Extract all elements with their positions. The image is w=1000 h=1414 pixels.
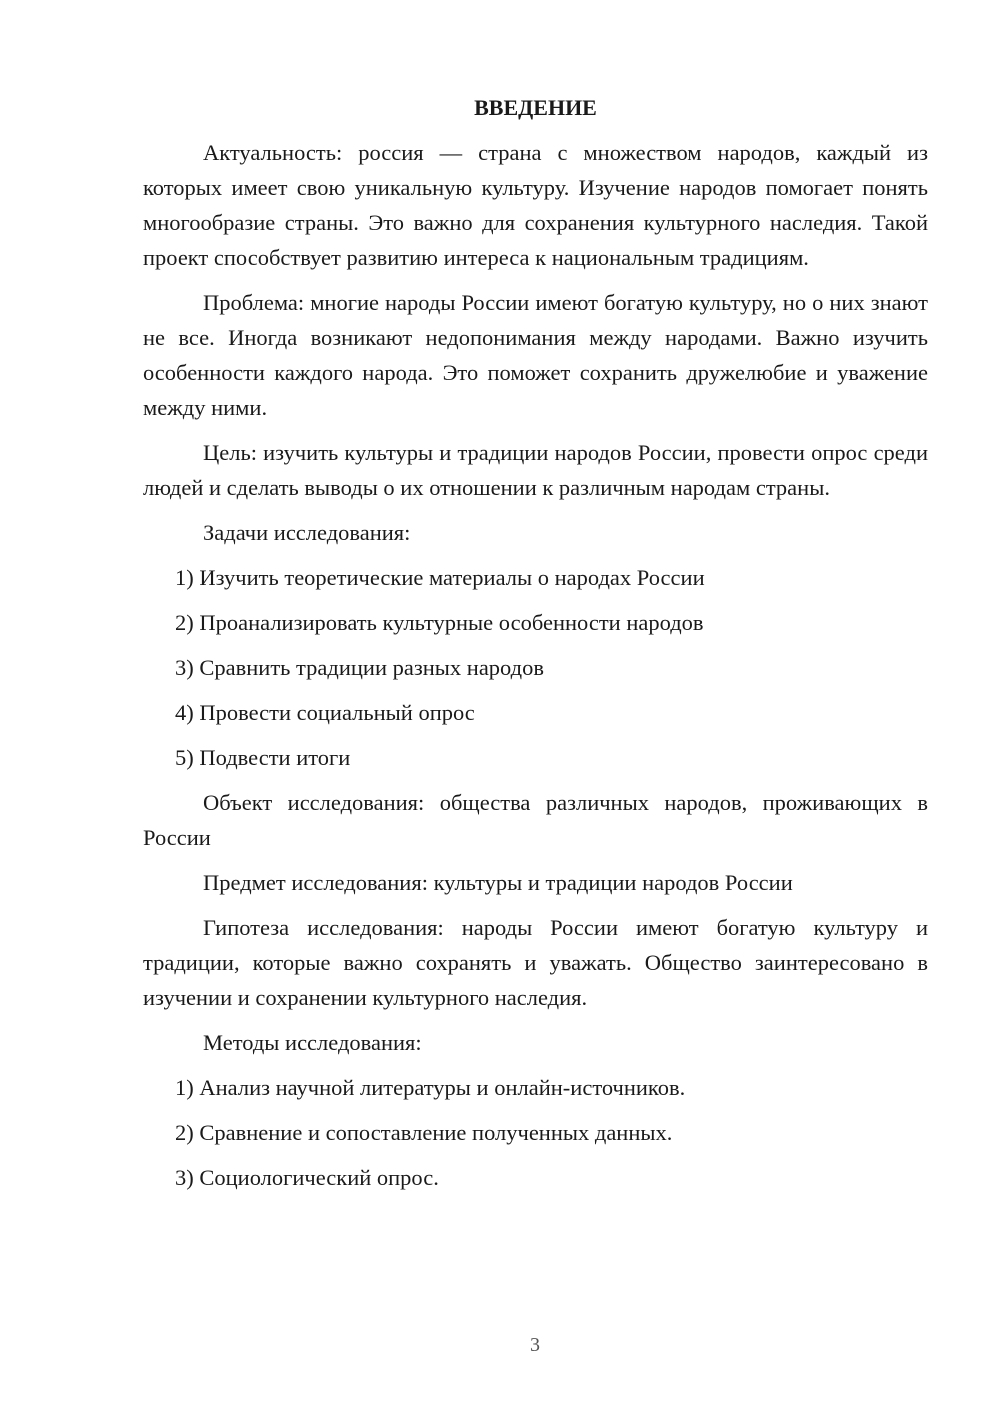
problem-paragraph: Проблема: многие народы России имеют богатую культуру, но о них знают не все. Иногда возникают недопонимания между народами. Важно изучить особенности каждого народа. Это поможет сохранить дружелюбие и уважение между ними. [143,290,928,421]
method-item-3: 3) Социологический опрос. [175,1165,439,1191]
page-number: 3 [530,1334,540,1356]
methods-label: Методы исследования: [203,1030,422,1056]
goal-paragraph: Цель: изучить культуры и традиции народов России, провести опрос среди людей и сделать выводы о их отношении к различным народам страны. [143,440,928,501]
task-item-3: 3) Сравнить традиции разных народов [175,655,544,681]
task-item-2: 2) Проанализировать культурные особенности народов [175,610,704,636]
subject-paragraph: Предмет исследования: культуры и традиции народов России [203,870,793,896]
document-page [143,95,928,1205]
method-item-2: 2) Сравнение и сопоставление полученных данных. [175,1120,673,1146]
relevance-paragraph: Актуальность: россия — страна с множеством народов, каждый из которых имеет свою уникальную культуру. Изучение народов помогает понять многообразие страны. Это важно для сохранения культурного наследия. Такой проект способствует развитию интереса к национальным традициям. [143,140,928,271]
method-item-1: 1) Анализ научной литературы и онлайн-источников. [175,1075,686,1101]
tasks-label: Задачи исследования: [203,520,411,546]
task-item-1: 1) Изучить теоретические материалы о народах России [175,565,705,591]
object-paragraph: Объект исследования: общества различных народов, проживающих в России [143,790,928,851]
hypothesis-paragraph: Гипотеза исследования: народы России имеют богатую культуру и традиции, которые важно сохранять и уважать. Общество заинтересовано в изучении и сохранении культурного наследия. [143,915,928,1011]
task-item-5: 5) Подвести итоги [175,745,351,771]
section-title: ВВЕДЕНИЕ [474,95,597,120]
task-item-4: 4) Провести социальный опрос [175,700,475,726]
